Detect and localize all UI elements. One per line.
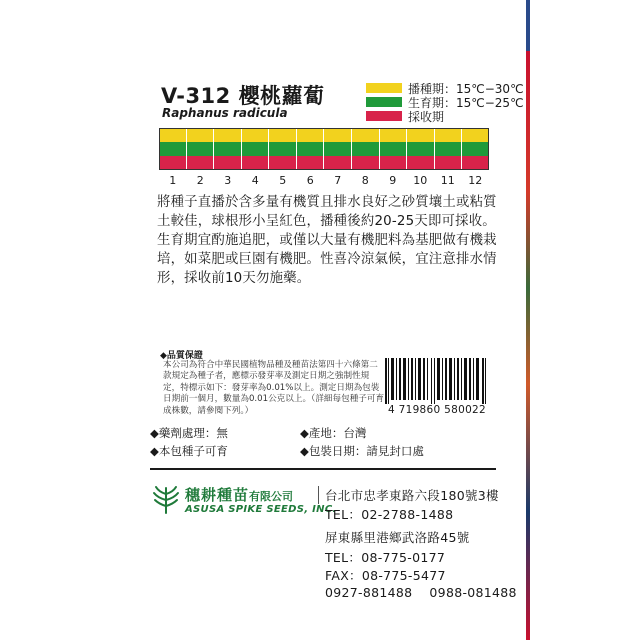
month-label: 6 xyxy=(306,174,314,187)
month-label: 4 xyxy=(251,174,259,187)
info-origin: ◆產地：台灣 xyxy=(300,426,367,440)
company-suffix: 有限公司 xyxy=(249,490,294,503)
month-label: 5 xyxy=(279,174,287,187)
product-title: V-312 櫻桃蘿蔔 xyxy=(161,84,325,108)
legend-sowing xyxy=(366,82,524,94)
quality-title: ◆品質保證 xyxy=(160,351,203,361)
legend-label: 播種期：15℃−30℃ xyxy=(408,81,524,96)
month-label: 2 xyxy=(196,174,204,187)
company-name-main: 穗耕種苗 xyxy=(185,486,250,504)
legend-label: 採收期 xyxy=(408,109,445,124)
month-label: 9 xyxy=(389,174,397,187)
company-separator xyxy=(318,486,319,504)
month-label: 8 xyxy=(361,174,369,187)
barcode-number: 4 719860 580022 xyxy=(381,404,493,416)
legend-swatch-red xyxy=(366,111,402,121)
latin-name: Raphanus radicula xyxy=(162,106,288,120)
month-labels xyxy=(159,174,489,187)
legend-growing xyxy=(366,96,524,108)
legend-swatch-green xyxy=(366,97,402,107)
company-name-cn xyxy=(185,484,293,505)
legend-label: 生育期：15℃−25℃ xyxy=(408,95,524,110)
address-pingtung: 屏東縣里港鄉武洛路45號 xyxy=(325,530,470,545)
phone-pingtung: TEL：08-775-0177 xyxy=(325,550,446,565)
quality-text: 本公司為符合中華民國植物品種及種苗法第四十六條第二款規定為種子者，應標示發芽率及測定日期之強制性規定，特標示如下：發芽率為0.01%以上。測定日期為包裝日期前一個月，數量為0.01公克以上。（詳細每包種子可育成株數，請參閱下列。） xyxy=(163,360,385,416)
company-name-en: ASUSA SPIKE SEEDS, INC. xyxy=(185,504,337,515)
info-pack-date: ◆包裝日期：請見封口處 xyxy=(300,444,424,458)
month-label: 7 xyxy=(334,174,342,187)
month-label: 11 xyxy=(440,174,455,187)
address-taipei: 台北市忠孝東路六段180號3樓 xyxy=(325,488,499,503)
legend-harvest xyxy=(366,110,444,122)
info-fertility: ◆本包種子可育 xyxy=(150,444,228,458)
month-label: 1 xyxy=(169,174,177,187)
calendar-frame xyxy=(159,128,489,170)
month-label: 12 xyxy=(468,174,483,187)
phone-taipei: TEL：02-2788-1488 xyxy=(325,507,454,522)
mobile-numbers: 0927-881488 0988-081488 xyxy=(325,585,517,600)
cultivation-description: 將種子直播於含多量有機質且排水良好之砂質壤土或粘質土較佳，球根形小呈紅色，播種後約20-25天即可採收。生育期宜酌施追肥，或僅以大量有機肥料為基肥做有機栽培，如菜肥或巨園有機肥。性喜冷涼氣候，宜注意排水情形，採收前10天勿施藥。 xyxy=(157,195,497,286)
section-divider xyxy=(150,468,496,470)
info-treatment: ◆藥劑處理：無 xyxy=(150,426,228,440)
company-logo-icon xyxy=(152,484,180,514)
legend-swatch-yellow xyxy=(366,83,402,93)
month-label: 10 xyxy=(413,174,428,187)
fax-pingtung: FAX：08-775-5477 xyxy=(325,568,446,583)
package-edge-strip xyxy=(526,0,530,640)
month-label: 3 xyxy=(224,174,232,187)
